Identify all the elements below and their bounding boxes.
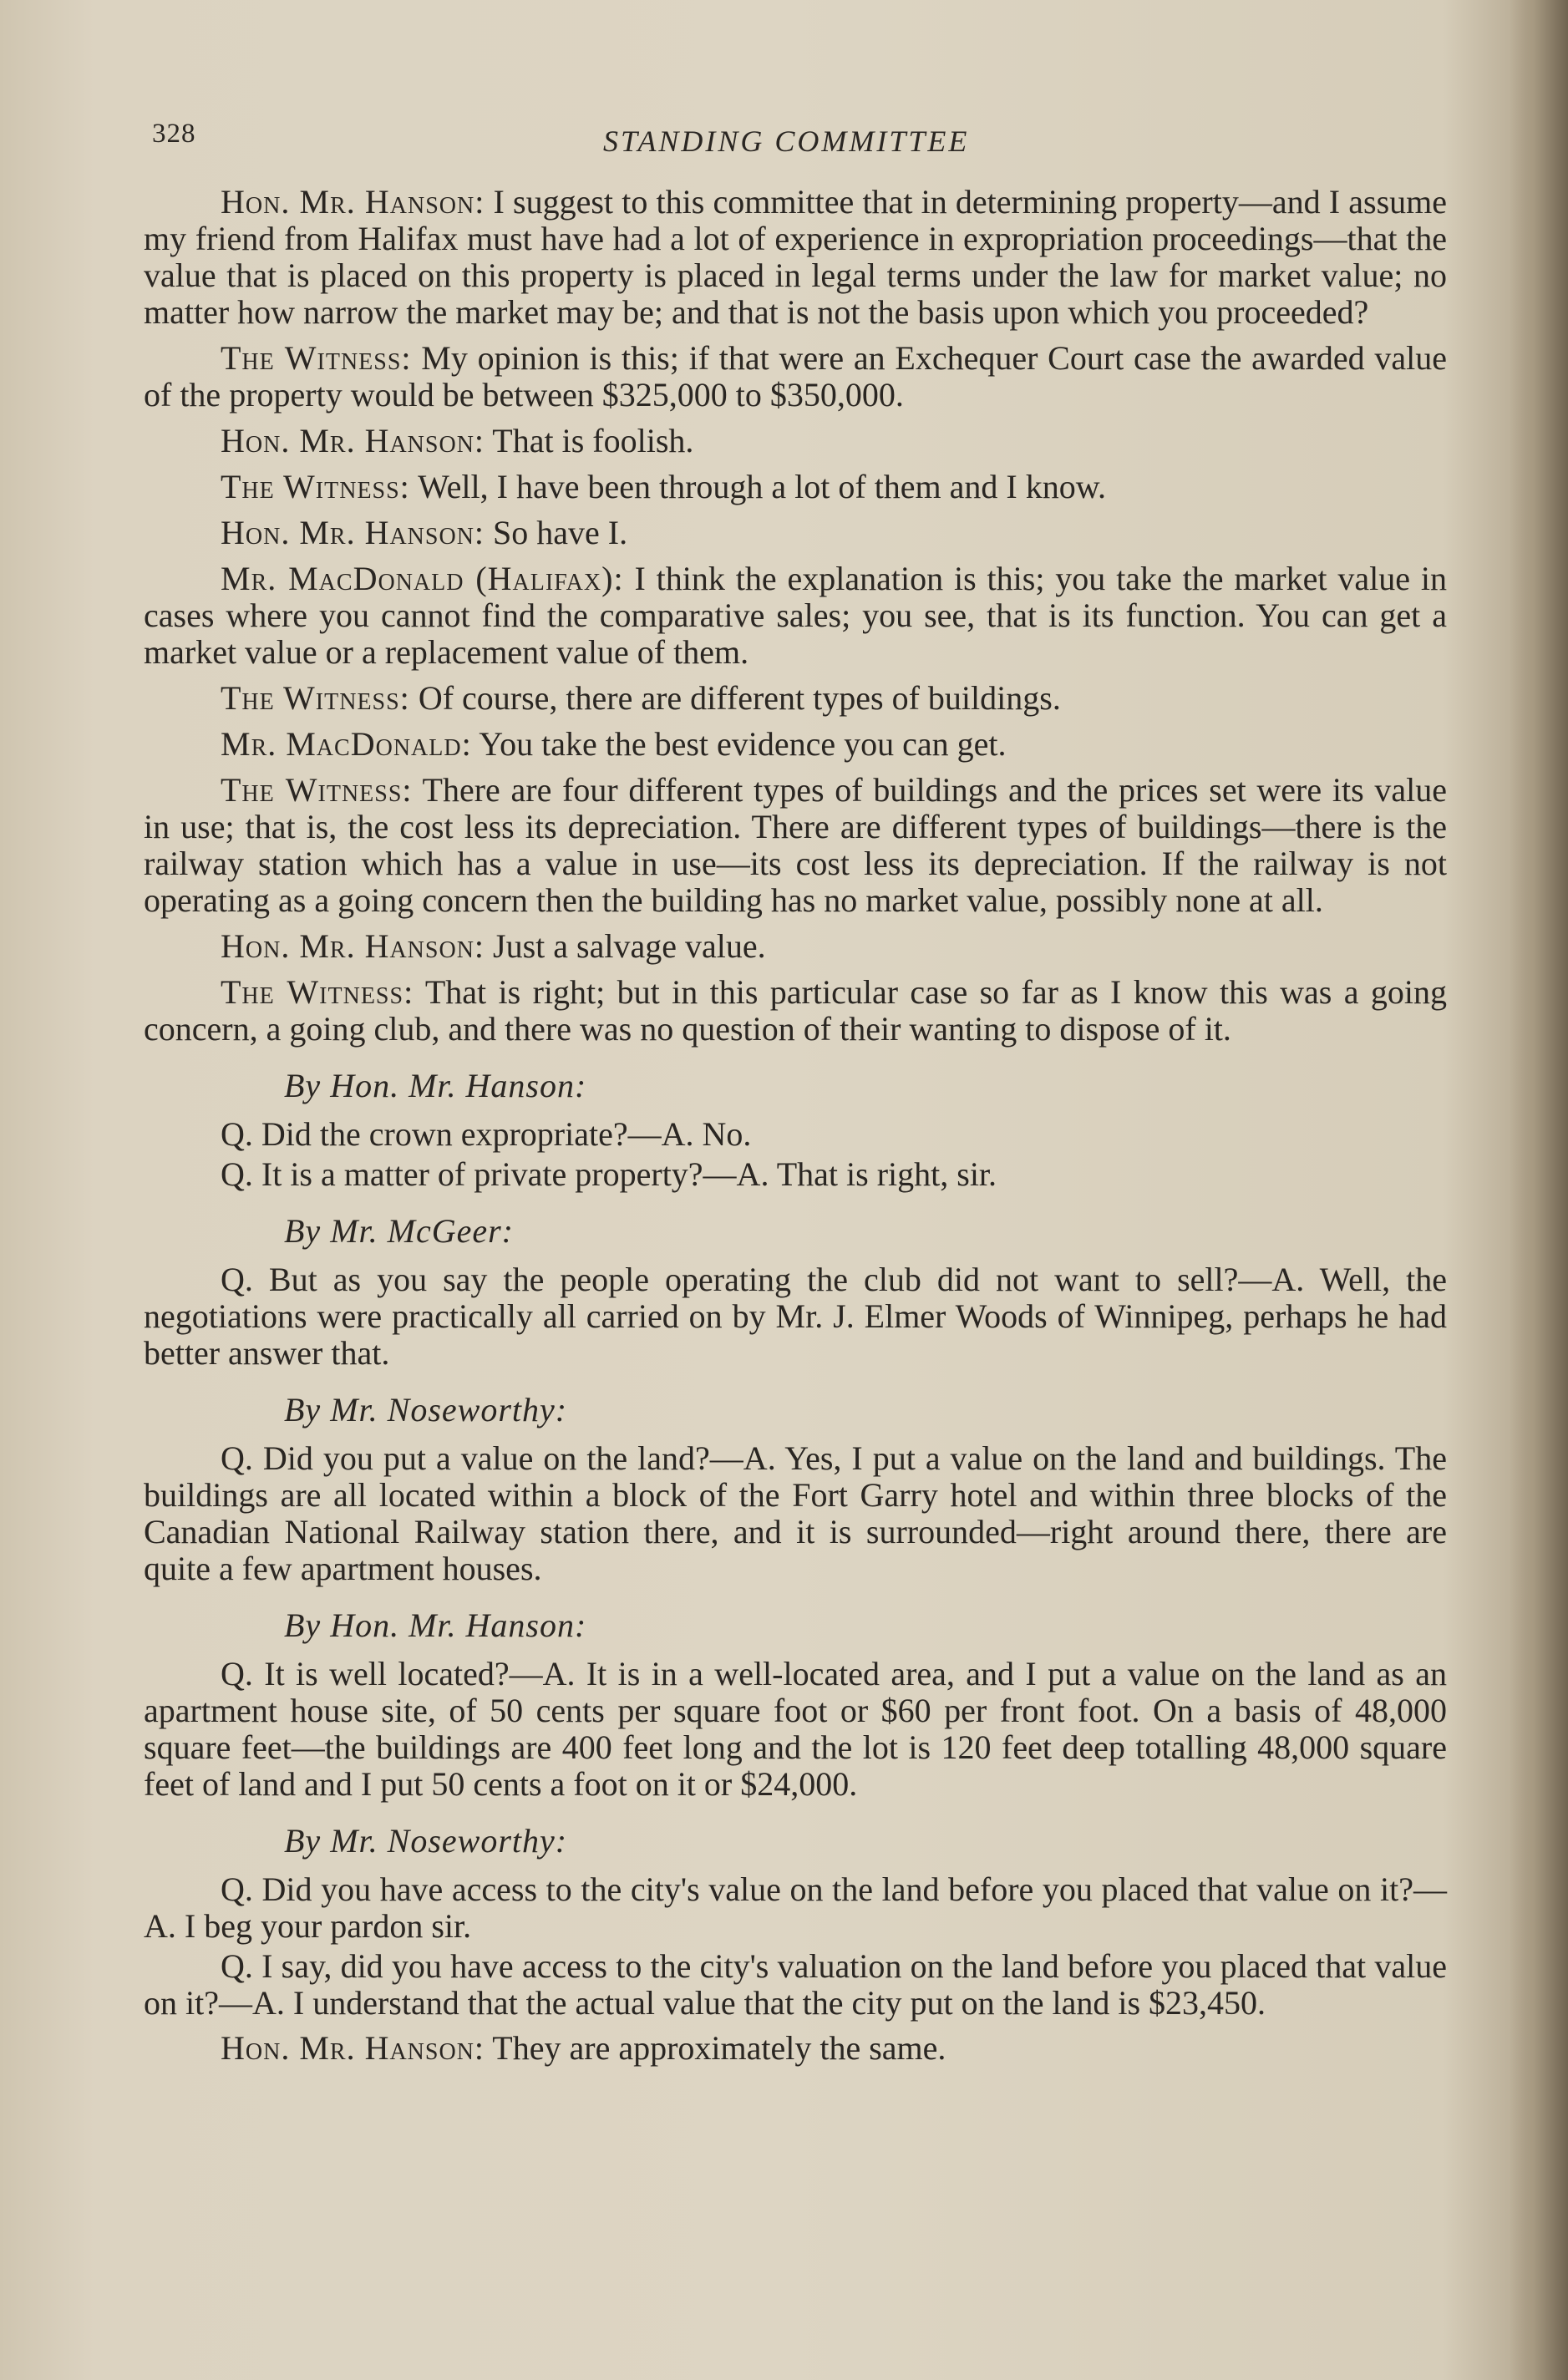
speech-paragraph	[144, 928, 1447, 965]
examination-byline: By Mr. Noseworthy:	[284, 1822, 568, 1860]
speech-text: Well, I have been through a lot of them and I know.	[409, 468, 1107, 505]
speech-text: I think the explanation is this; you take the market value in cases where you cannot find the comparative sales; you see, that is its function. You can get a market value or a replacement value of them.	[144, 560, 1447, 671]
page-body	[144, 184, 1447, 2076]
speech-text: My opinion is this; if that were an Exchequer Court case the awarded value of the property would be between $325,000 to $350,000.	[144, 339, 1447, 414]
speaker-name: Hon. Mr. Hanson:	[221, 927, 485, 965]
book-spine-shadow	[1510, 0, 1568, 2380]
qa-line: Q. Did the crown expropriate?—A. No.	[221, 1115, 752, 1153]
speech-paragraph	[144, 340, 1447, 414]
speech-paragraph	[144, 680, 1447, 717]
speaker-name: Hon. Mr. Hanson:	[221, 514, 485, 551]
qa-line: Q. Did you put a value on the land?—A. Yes, I put a value on the land and buildings. The buildings are all located within a block of the Fort Garry hotel and within three blocks of the Canadian National Railway station there, and it is surrounded—right around there, there are quite a few apartment houses.	[144, 1439, 1447, 1587]
speech-text: Just a salvage value.	[485, 927, 766, 965]
speech-paragraph	[144, 772, 1447, 919]
speech-paragraph	[144, 974, 1447, 1048]
speech-text: That is right; but in this particular case so far as I know this was a going concern, a going club, and there was no question of their wanting to dispose of it.	[144, 973, 1447, 1048]
page-header	[152, 119, 1430, 169]
qa-line: Q. It is a matter of private property?—A. That is right, sir.	[221, 1155, 997, 1193]
qa-line: Q. I say, did you have access to the city's valuation on the land before you placed that value on it?—A. I understand that the actual value that the city put on the land is $23,450.	[144, 1947, 1447, 2022]
speech-text: That is foolish.	[485, 422, 694, 459]
running-head: STANDING COMMITTEE	[603, 124, 970, 158]
page-number: 328	[152, 119, 196, 149]
speaker-name: The Witness:	[221, 679, 410, 717]
examination-byline: By Hon. Mr. Hanson:	[284, 1606, 587, 1644]
speech-text: So have I.	[485, 514, 628, 551]
speaker-name: Hon. Mr. Hanson:	[221, 2029, 485, 2067]
speech-paragraph	[144, 423, 1447, 459]
speech-text: They are approximately the same.	[485, 2029, 946, 2067]
speaker-name: Mr. MacDonald:	[221, 725, 472, 763]
speech-paragraph	[144, 469, 1447, 505]
speaker-name: The Witness:	[221, 339, 412, 377]
speech-text: I suggest to this committee that in determining property—and I assume my friend from Halifax must have had a lot of experience in expropriation proceedings—that the value that is placed on this property is placed in legal terms under the law for market value; no matter how narrow the market may be; and that is not the basis upon which you proceeded?	[144, 183, 1448, 331]
qa-line: Q. Did you have access to the city's value on the land before you placed that value on it?—A. I beg your pardon sir.	[144, 1870, 1447, 1945]
qa-line: Q. It is well located?—A. It is in a well-located area, and I put a value on the land as an apartment house site, of 50 cents per square foot or $60 per front foot. On a basis of 48,000 square feet—the buildings are 400 feet long and the lot is 120 feet deep totalling 48,000 square feet of land and I put 50 cents a foot on it or $24,000.	[144, 1655, 1447, 1803]
speaker-name: The Witness:	[221, 771, 413, 809]
speaker-name: Mr. MacDonald (Halifax):	[221, 560, 624, 597]
speech-text: Of course, there are different types of buildings.	[409, 679, 1061, 717]
speech-paragraph	[144, 726, 1447, 763]
speech-paragraph	[144, 515, 1447, 551]
speech-paragraph	[144, 2030, 1447, 2067]
speech-text: There are four different types of buildings and the prices set were its value in use; that is, the cost less its depreciation. There are different types of buildings—there is the railway station which has a value in use—its cost less its depreciation. If the railway is not operating as a going concern then the building has no market value, possibly none at all.	[144, 771, 1447, 919]
speaker-name: Hon. Mr. Hanson:	[221, 422, 485, 459]
examination-byline: By Hon. Mr. Hanson:	[284, 1067, 587, 1104]
speech-paragraph	[144, 561, 1447, 671]
qa-line: Q. But as you say the people operating the club did not want to sell?—A. Well, the negotiations were practically all carried on by Mr. J. Elmer Woods of Winnipeg, perhaps he had better answer that.	[144, 1261, 1447, 1372]
speaker-name: The Witness:	[221, 468, 410, 505]
speaker-name: Hon. Mr. Hanson:	[221, 183, 485, 221]
speech-text: You take the best evidence you can get.	[471, 725, 1007, 763]
speaker-name: The Witness:	[221, 973, 414, 1011]
speech-paragraph	[144, 184, 1447, 331]
examination-byline: By Mr. McGeer:	[284, 1212, 514, 1250]
examination-byline: By Mr. Noseworthy:	[284, 1391, 568, 1429]
